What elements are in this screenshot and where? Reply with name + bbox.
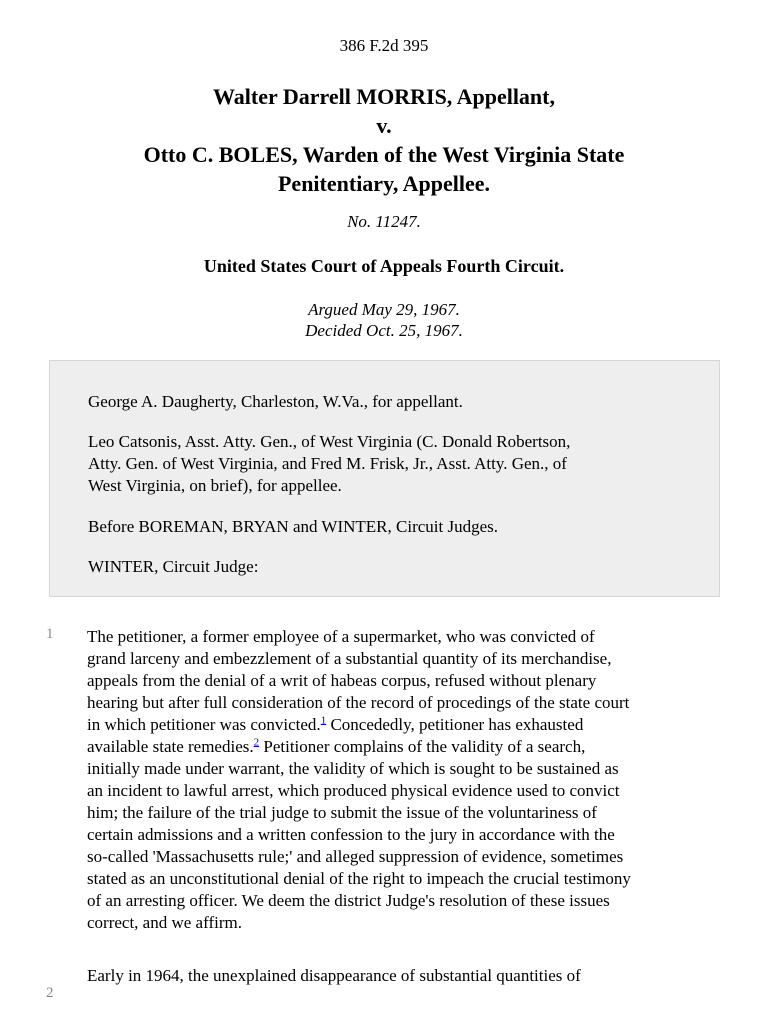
paragraph-line: him; the failure of the trial judge to submit the issue of the voluntariness of	[87, 803, 597, 822]
docket-number: No. 11247.	[347, 212, 421, 231]
paragraph-text: Concededly, petitioner has exhausted	[326, 715, 584, 734]
versus-line: v.	[376, 113, 392, 138]
paragraph-line: an incident to lawful arrest, which produced physical evidence used to convict	[87, 781, 620, 800]
paragraph-line: Early in 1964, the unexplained disappearance of substantial quantities of	[87, 966, 581, 985]
appellee-line-1: Otto C. BOLES, Warden of the West Virginia State	[143, 142, 625, 167]
appellant-counsel: George A. Daugherty, Charleston, W.Va., for appellant.	[88, 392, 463, 411]
case-dates	[0, 299, 768, 341]
court-name: United States Court of Appeals Fourth Circuit.	[203, 256, 565, 276]
paragraph-number: 2	[46, 985, 54, 1001]
counsel-panel	[49, 360, 720, 597]
paragraph-line	[87, 736, 727, 758]
paragraph-text: available state remedies.	[87, 737, 254, 756]
paragraph-text: in which petitioner was convicted.	[87, 715, 321, 734]
panel-judges: Before BOREMAN, BRYAN and WINTER, Circuit Judges.	[88, 517, 499, 536]
opinion-paragraph-2	[87, 965, 727, 987]
appellee-line-2: Penitentiary, Appellee.	[277, 171, 491, 196]
decided-date: Decided Oct. 25, 1967.	[305, 321, 463, 340]
opinion-author: WINTER, Circuit Judge:	[88, 557, 259, 576]
paragraph-line: appeals from the denial of a writ of habeas corpus, refused without plenary	[87, 671, 597, 690]
appellee-counsel-line: Leo Catsonis, Asst. Atty. Gen., of West Virginia (C. Donald Robertson,	[88, 432, 571, 451]
opinion-paragraph-1	[87, 626, 727, 934]
appellee-counsel-line: West Virginia, on brief), for appellee.	[88, 476, 342, 495]
paragraph-line: certain admissions and a written confession to the jury in accordance with the	[87, 825, 615, 844]
case-parties	[0, 82, 768, 198]
paragraph-line	[87, 714, 727, 736]
paragraph-line: hearing but after full consideration of the record of procedings of the state court	[87, 693, 630, 712]
paragraph-line: of an arresting officer. We deem the district Judge's resolution of these issues	[87, 891, 610, 910]
paragraph-line: stated as an unconstitutional denial of the right to impeach the crucial testimony	[87, 869, 631, 888]
paragraph-text: Petitioner complains of the validity of a search,	[259, 737, 586, 756]
footnote-link-2[interactable]: 2	[253, 736, 260, 749]
appellee-counsel-line: Atty. Gen. of West Virginia, and Fred M. Frisk, Jr., Asst. Atty. Gen., of	[88, 454, 567, 473]
paragraph-number: 1	[46, 626, 54, 642]
appellee-counsel	[88, 431, 688, 497]
paragraph-line: correct, and we affirm.	[87, 913, 242, 932]
argued-date: Argued May 29, 1967.	[308, 300, 460, 319]
footnote-link-1[interactable]: 1	[320, 714, 327, 727]
paragraph-line: initially made under warrant, the validity of which is sought to be sustained as	[87, 759, 619, 778]
paragraph-line: grand larceny and embezzlement of a substantial quantity of its merchandise,	[87, 649, 612, 668]
appellant-line: Walter Darrell MORRIS, Appellant,	[212, 84, 555, 109]
case-citation: 386 F.2d 395	[339, 36, 429, 55]
paragraph-line: so-called 'Massachusetts rule;' and alleged suppression of evidence, sometimes	[87, 847, 624, 866]
paragraph-line: The petitioner, a former employee of a supermarket, who was convicted of	[87, 627, 595, 646]
